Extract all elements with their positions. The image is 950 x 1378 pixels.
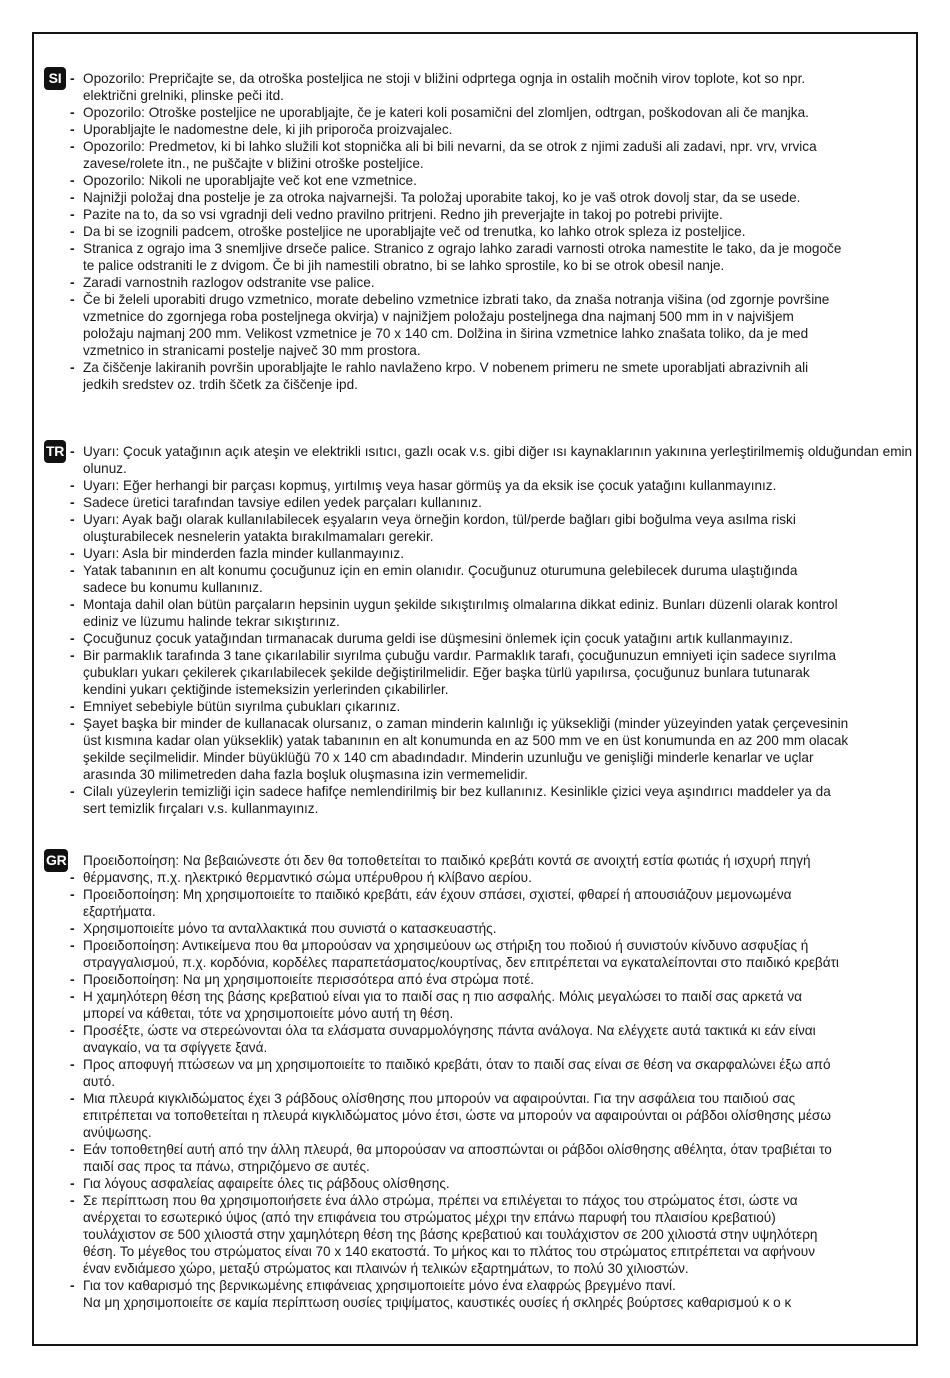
instruction-item bbox=[83, 104, 912, 121]
instruction-line bbox=[83, 1124, 912, 1141]
instruction-text: električni grelniki, plinske peči itd. bbox=[83, 87, 284, 103]
instruction-text: vzmetnice do zgornjega roba posteljnega okvirja) v najnižjem položaju posteljnega dna najmanj 500 mm in v najvišjem bbox=[83, 308, 794, 324]
instruction-line bbox=[83, 308, 912, 325]
instruction-text: jedkih sredstev oz. trdih ščetk za čiščenje ipd. bbox=[83, 376, 358, 392]
instruction-line bbox=[83, 172, 912, 189]
instruction-line bbox=[83, 223, 912, 240]
instruction-item bbox=[83, 562, 912, 596]
instruction-text: Najnižji položaj dna postelje je za otroka najvarnejši. Ta položaj uporabite takoj, ko je vaš otrok dovolj star, da se usede. bbox=[83, 189, 801, 205]
instruction-text: Sadece üretici tarafından tavsiye edilen yedek parçaları kullanınız. bbox=[83, 494, 482, 510]
instruction-line bbox=[83, 325, 912, 342]
instruction-item bbox=[83, 1192, 912, 1277]
instruction-item bbox=[83, 138, 912, 172]
instruction-line bbox=[83, 613, 912, 630]
instruction-line bbox=[83, 87, 912, 104]
instruction-text: arasında 30 milimetreden daha fazla boşluk oluşmasına izin vermemelidir. bbox=[83, 766, 528, 782]
instruction-line bbox=[83, 783, 912, 800]
instruction-line bbox=[83, 715, 912, 732]
instruction-text: Da bi se izognili padcem, otroške posteljice ne uporabljajte več od trenutka, ko lahko otrok spleza iz posteljice. bbox=[83, 223, 746, 239]
instruction-line bbox=[83, 257, 912, 274]
instruction-text: θέση. Το μέγεθος του στρώματος είναι 70 x 140 εκατοστά. Το μήκος και το πλάτος του στρώματος επιτρέπεται να αφήνουν bbox=[83, 1243, 816, 1259]
instruction-list-gr bbox=[69, 852, 912, 1311]
instruction-text: Zaradi varnostnih razlogov odstranite vse palice. bbox=[83, 274, 375, 290]
instruction-line bbox=[83, 596, 912, 613]
instruction-line bbox=[83, 732, 912, 749]
instruction-item bbox=[83, 189, 912, 206]
instruction-line bbox=[83, 477, 912, 494]
instruction-item bbox=[83, 988, 912, 1022]
instruction-line bbox=[83, 681, 912, 698]
instruction-line bbox=[83, 545, 912, 562]
instruction-item bbox=[83, 937, 912, 971]
instruction-line bbox=[83, 443, 912, 460]
instruction-item bbox=[83, 1175, 912, 1192]
instruction-item bbox=[83, 240, 912, 274]
instruction-line bbox=[83, 240, 912, 257]
instruction-item bbox=[83, 1022, 912, 1056]
instruction-item bbox=[83, 630, 912, 647]
instruction-line bbox=[83, 937, 912, 954]
instruction-text: Če bi želeli uporabiti drugo vzmetnico, morate debelino vzmetnice izbrati tako, da znaša notranja višina (od zgornje površine bbox=[83, 291, 830, 307]
instruction-text: položaju najmanj 200 mm. Velikost vzmetnice je 70 x 140 cm. Dolžina in širina vzmetnice lahko znašata toliko, da je med bbox=[83, 325, 809, 341]
instruction-line bbox=[83, 121, 912, 138]
instruction-item bbox=[83, 511, 912, 545]
instruction-text: Opozorilo: Nikoli ne uporabljajte več kot ene vzmetnice. bbox=[83, 172, 417, 188]
instruction-line bbox=[83, 988, 912, 1005]
instruction-text: Opozorilo: Otroške posteljice ne uporabljajte, če je kateri koli posamični del zlomljen, odtrgan, poškodovan ali če manjka. bbox=[83, 104, 809, 120]
instruction-item bbox=[83, 1141, 912, 1175]
instruction-text: εξαρτήματα. bbox=[83, 903, 156, 919]
instruction-line bbox=[83, 749, 912, 766]
instruction-text: Opozorilo: Predmetov, ki bi lahko služili kot stopnička ali bi bili nevarni, da se otrok z njimi zaduši ali zadavi, npr. vrv, vrvica bbox=[83, 138, 817, 154]
instruction-item bbox=[83, 494, 912, 511]
instruction-item bbox=[83, 596, 912, 630]
instruction-line bbox=[83, 155, 912, 172]
instruction-text: Şayet başka bir minder de kullanacak olursanız, o zaman minderin kalınlığı iç yüksekliği (minder yüzeyinden yatak çerçevesinin bbox=[83, 715, 849, 731]
instruction-text: şekilde seçilmelidir. Minder büyüklüğü 70 x 140 cm abadındadır. Minderin uzunluğu ve genişliği minderle kenarlar ve uçlar bbox=[83, 749, 814, 765]
instruction-item bbox=[83, 783, 912, 817]
instruction-line bbox=[83, 342, 912, 359]
instruction-line bbox=[83, 528, 912, 545]
instruction-line bbox=[83, 800, 912, 817]
instruction-line bbox=[83, 1294, 912, 1311]
instruction-text: Emniyet sebebiyle bütün sıyrılma çubukları çıkarınız. bbox=[83, 698, 401, 714]
instruction-line bbox=[83, 562, 912, 579]
instruction-line bbox=[83, 1107, 912, 1124]
instruction-text: τουλάχιστον σε 500 χιλιοστά στην χαμηλότερη θέση της βάσης κρεβατιού και τουλάχιστον σε 200 χιλιοστά στην υψηλότερη bbox=[83, 1226, 818, 1242]
instruction-line bbox=[83, 104, 912, 121]
instruction-text: Uyarı: Asla bir minderden fazla minder kullanmayınız. bbox=[83, 545, 405, 561]
instruction-line bbox=[83, 971, 912, 988]
instruction-item bbox=[83, 545, 912, 562]
instruction-line bbox=[83, 494, 912, 511]
instruction-item bbox=[83, 1056, 912, 1090]
instruction-item bbox=[83, 359, 912, 393]
instruction-line bbox=[83, 1039, 912, 1056]
instruction-line bbox=[83, 1192, 912, 1209]
instruction-item bbox=[83, 647, 912, 698]
instruction-line bbox=[83, 954, 912, 971]
instruction-text: στραγγαλισμού, π.χ. κορδόνια, κορδέλες παραπετάσματος/κουρτίνας, δεν επιτρέπεται να εγκαταλείπονται στο παιδικό κρεβάτι bbox=[83, 954, 839, 970]
instruction-line bbox=[83, 1056, 912, 1073]
instruction-line bbox=[83, 1005, 912, 1022]
instruction-text: oluşturabilecek nesnelerin yatakta bırakılmamaları gerekir. bbox=[83, 528, 434, 544]
instruction-text: üst kısmına kadar olan yükseklik) yatak tabanının en alt konumunda en az 500 mm ve en üst konumunda en az 200 mm olacak bbox=[83, 732, 849, 748]
instruction-line bbox=[83, 138, 912, 155]
instruction-line bbox=[83, 511, 912, 528]
instruction-item bbox=[83, 698, 912, 715]
instruction-item bbox=[83, 1090, 912, 1141]
instruction-item bbox=[83, 920, 912, 937]
instruction-item bbox=[83, 852, 912, 886]
instruction-line bbox=[83, 70, 912, 87]
instruction-text: Bir parmaklık tarafında 3 tane çıkarılabilir sıyrılma çubuğu vardır. Parmaklık tarafı, çocuğunuzun emniyeti için sadece sıyrılma bbox=[83, 647, 837, 663]
instruction-text: αυτό. bbox=[83, 1073, 116, 1089]
instruction-line bbox=[83, 1209, 912, 1226]
instruction-line bbox=[83, 886, 912, 903]
instruction-line bbox=[83, 766, 912, 783]
instruction-line bbox=[83, 852, 912, 869]
instruction-item bbox=[83, 206, 912, 223]
instruction-text: te palice odstraniti le z dvigom. Če bi jih namestili obratno, bi se lahko sprostile, ko bi se otrok obesil nanje. bbox=[83, 257, 725, 273]
instruction-text: sert temizlik fırçaları v.s. kullanmayınız. bbox=[83, 800, 319, 816]
instruction-text: Uyarı: Ayak bağı olarak kullanılabilecek eşyaların veya örneğin kordon, tül/perde bağları gibi boğulma veya asılma riski bbox=[83, 511, 796, 527]
instruction-text: επιτρέπεται να τοποθετείται η πλευρά κιγκλιδώματος μόνο έτσι, ώστε να μπορούν να αφαιρούνται οι ράβδοι ολίσθησης μέσω bbox=[83, 1107, 831, 1123]
instruction-text: sadece bu konumu kullanınız. bbox=[83, 579, 263, 595]
language-badge-tr: TR bbox=[44, 440, 66, 463]
instruction-item bbox=[83, 70, 912, 104]
instruction-text: Προς αποφυγή πτώσεων να μη χρησιμοποιείτε το παιδικό κρεβάτι, όταν το παιδί σας είναι σε θέση να σκαρφαλώνει έξω από bbox=[83, 1056, 831, 1072]
instruction-line bbox=[83, 1022, 912, 1039]
instruction-line bbox=[83, 274, 912, 291]
instruction-text: Cilalı yüzeylerin temizliği için sadece hafifçe nemlendirilmiş bir bez kullanınız. Kesinlikle çizici veya aşındırıcı maddeler ya da bbox=[83, 783, 831, 799]
language-badge-si: SI bbox=[44, 67, 66, 90]
instruction-text: vzmetnico in stranicami postelje največ 30 mm prostora. bbox=[83, 342, 421, 358]
instruction-text: Za čiščenje lakiranih površin uporabljajte le rahlo navlaženo krpo. V nobenem primeru ne smete uporabljati abrazivnih ali bbox=[83, 359, 809, 375]
instruction-text: Pazite na to, da so vsi vgradnji deli vedno pravilno pritrjeni. Redno jih preverjajte in takoj po potrebi privijte. bbox=[83, 206, 723, 222]
instruction-text: μπορεί να κάθεται, τότε να χρησιμοποιείτε μόνο αυτή τη θέση. bbox=[83, 1005, 454, 1021]
instruction-line bbox=[83, 206, 912, 223]
instruction-line bbox=[83, 1158, 912, 1175]
instruction-line bbox=[83, 291, 912, 308]
instruction-text: Opozorilo: Prepričajte se, da otroška posteljica ne stoji v bližini odprtega ognja in ostalih močnih virov toplote, kot so npr. bbox=[83, 70, 806, 86]
instruction-item bbox=[83, 121, 912, 138]
instruction-line bbox=[83, 664, 912, 681]
instruction-item bbox=[83, 274, 912, 291]
instruction-text: Προειδοποίηση: Αντικείμενα που θα μπορούσαν να χρησιμεύουν ως στήριξη του ποδιού ή συνιστούν κίνδυνο ασφυξίας ή bbox=[83, 937, 809, 953]
instruction-line bbox=[83, 903, 912, 920]
instruction-text: ανύψωσης. bbox=[83, 1124, 152, 1140]
instruction-item bbox=[83, 971, 912, 988]
instruction-text: παιδί σας προς τα πάνω, στηριζόμενο σε αυτές. bbox=[83, 1158, 370, 1174]
instruction-text: Uyarı: Eğer herhangi bir parçası kopmuş, yırtılmış veya hasar görmüş ya da eksik ise çocuk yatağını kullanmayınız. bbox=[83, 477, 777, 493]
instruction-list-tr bbox=[69, 443, 912, 817]
instruction-line bbox=[83, 1277, 912, 1294]
instruction-line bbox=[83, 359, 912, 376]
instruction-line bbox=[83, 1090, 912, 1107]
instruction-text: Çocuğunuz çocuk yatağından tırmanacak duruma geldi ise düşmesini önlemek için çocuk yatağını artık kullanmayınız. bbox=[83, 630, 794, 646]
instruction-line bbox=[83, 920, 912, 937]
instruction-text: Να μη χρησιμοποιείτε σε καμία περίπτωση ουσίες τριψίματος, καυστικές ουσίες ή σκληρές βούρτσες καθαρισμού κ ο κ bbox=[83, 1294, 792, 1310]
instruction-text: Σε περίπτωση που θα χρησιμοποιήσετε ένα άλλο στρώμα, πρέπει να επιλέγεται το πάχος του στρώματος έτσι, ώστε να bbox=[83, 1192, 798, 1208]
instruction-item bbox=[83, 477, 912, 494]
instruction-line bbox=[83, 630, 912, 647]
instruction-line bbox=[83, 698, 912, 715]
instruction-text: Yatak tabanının en alt konumu çocuğunuz için en emin olanıdır. Çocuğunuz oturumuna gelebilecek duruma ulaştığında bbox=[83, 562, 798, 578]
instruction-line bbox=[83, 1260, 912, 1277]
instruction-item bbox=[83, 291, 912, 359]
language-badge-gr: GR bbox=[44, 849, 68, 872]
instruction-line bbox=[83, 460, 912, 477]
instruction-item bbox=[83, 223, 912, 240]
instruction-line bbox=[83, 647, 912, 664]
instruction-line bbox=[83, 1141, 912, 1158]
instruction-text: Προειδοποίηση: Μη χρησιμοποιείτε το παιδικό κρεβάτι, εάν έχουν σπάσει, σχιστεί, φθαρεί ή απουσιάζουν μεμονωμένα bbox=[83, 886, 792, 902]
instruction-item bbox=[83, 1277, 912, 1311]
instruction-line bbox=[83, 579, 912, 596]
instruction-text: Προειδοποίηση: Να βεβαιώνεστε ότι δεν θα τοποθετείται το παιδικό κρεβάτι κοντά σε ανοιχτή εστία φωτιάς ή ισχυρή πηγή bbox=[83, 852, 811, 868]
instruction-text: έναν ενδιάμεσο χώρο, μεταξύ στρώματος και πλαινών ή τελικών εξαρτημάτων, το πολύ 30 χιλιοστών. bbox=[83, 1260, 689, 1276]
instruction-line bbox=[83, 1243, 912, 1260]
instruction-line bbox=[83, 189, 912, 206]
instruction-text: zavese/rolete itn., ne puščajte v bližini otroške posteljice. bbox=[83, 155, 424, 171]
instruction-text: Προειδοποίηση: Να μη χρησιμοποιείτε περισσότερα από ένα στρώμα ποτέ. bbox=[83, 971, 535, 987]
instruction-line bbox=[83, 1073, 912, 1090]
instruction-text: αναγκαίο, να τα σφίγγετε ξανά. bbox=[83, 1039, 268, 1055]
instruction-line bbox=[83, 376, 912, 393]
instruction-line bbox=[83, 1175, 912, 1192]
instruction-item bbox=[83, 443, 912, 477]
instruction-text: olunuz. bbox=[83, 460, 127, 476]
instruction-text: Uyarı: Çocuk yatağının açık ateşin ve elektrikli ısıtıcı, gazlı ocak v.s. gibi diğer ısı kaynaklarının yakınına yerleştirilmemiş olduğundan emin bbox=[83, 443, 912, 459]
instruction-text: Χρησιμοποιείτε μόνο τα ανταλλακτικά που συνιστά ο κατασκευαστής. bbox=[83, 920, 497, 936]
instruction-text: ediniz ve lüzumu halinde tekrar sıkıştırınız. bbox=[83, 613, 340, 629]
instruction-text: Stranica z ograjo ima 3 snemljive drseče palice. Stranico z ograjo lahko zaradi varnosti otroka namestite le tako, da je mogoče bbox=[83, 240, 842, 256]
instruction-text: Μια πλευρά κιγκλιδώματος έχει 3 ράβδους ολίσθησης που μπορούν να αφαιρούνται. Για την ασφάλεια του παιδιού σας bbox=[83, 1090, 796, 1106]
instruction-text: Η χαμηλότερη θέση της βάσης κρεβατιού είναι για το παιδί σας η πιο ασφαλής. Μόλις μεγαλώσει το παιδί σας αρκετά να bbox=[83, 988, 803, 1004]
instruction-item bbox=[83, 715, 912, 783]
instruction-text: Προσέξτε, ώστε να στερεώνονται όλα τα ελάσματα συναρμολόγησης πάντα ανάλογα. Να ελέγχετε αυτά τακτικά κι εάν είναι bbox=[83, 1022, 816, 1038]
instruction-text: Montaja dahil olan bütün parçaların hepsinin uygun şekilde sıkıştırılmış olmalarına dikkat ediniz. Bunları düzenli olarak kontrol bbox=[83, 596, 838, 612]
instruction-text: çubukları yukarı çekilerek çıkarılabilecek şekilde değiştirilmelidir. Eğer başka türlü yapılırsa, çocuğunuz bunlara tutunarak bbox=[83, 664, 810, 680]
instruction-text: Uporabljajte le nadomestne dele, ki jih priporoča proizvajalec. bbox=[83, 121, 453, 137]
instruction-line bbox=[83, 869, 912, 886]
instruction-text: kendini yukarı çektiğinde istemeksizin yerlerinden çıkabilirler. bbox=[83, 681, 449, 697]
instruction-item bbox=[83, 886, 912, 920]
instruction-text: Για τον καθαρισμό της βερνικωμένης επιφάνειας χρησιμοποιείτε μόνο ένα ελαφρώς βρεγμένο πανί. bbox=[83, 1277, 676, 1293]
instruction-list-si bbox=[69, 70, 912, 393]
instruction-text: ανέρχεται το εσωτερικό ύψος (από την επιφάνεια του στρώματος μέχρι την επάνω παρυφή του πλαισίου κρεβατιού) bbox=[83, 1209, 776, 1225]
instruction-item bbox=[83, 172, 912, 189]
instruction-text: θέρμανσης, π.χ. ηλεκτρικό θερμαντικό σώμα υπέρυθρου ή κλίβανο αερίου. bbox=[83, 869, 532, 885]
instruction-line bbox=[83, 1226, 912, 1243]
instruction-text: Για λόγους ασφαλείας αφαιρείτε όλες τις ράβδους ολίσθησης. bbox=[83, 1175, 450, 1191]
instruction-text: Εάν τοποθετηθεί αυτή από την άλλη πλευρά, θα μπορούσαν να αποσπώνται οι ράβδοι ολίσθησης αθέλητα, όταν τραβιέται το bbox=[83, 1141, 832, 1157]
